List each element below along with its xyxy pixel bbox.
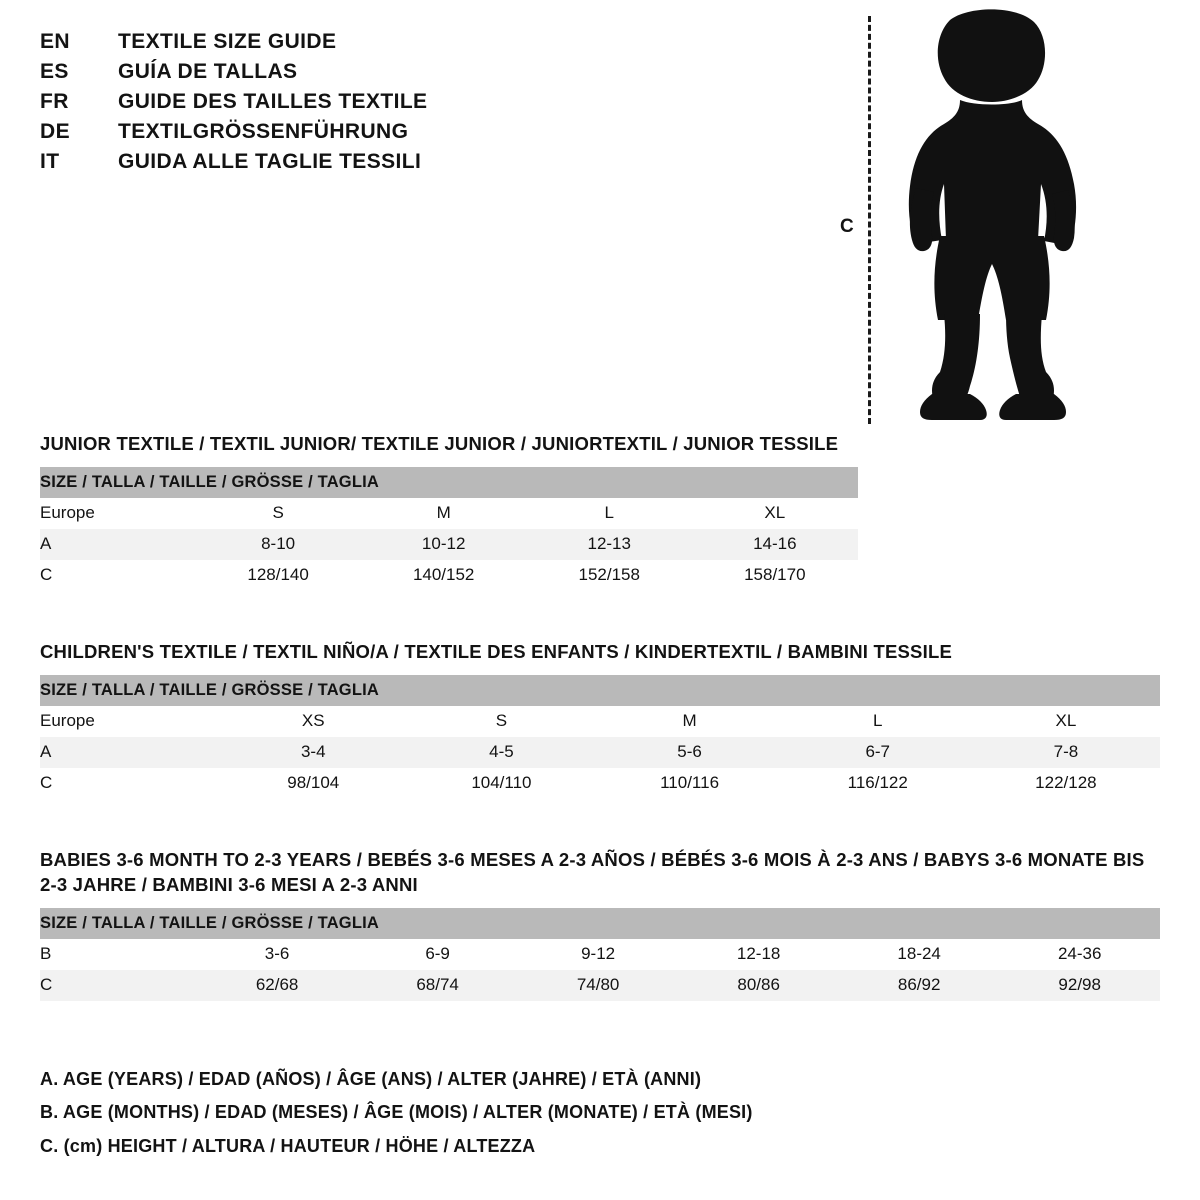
table-cell: 152/158	[526, 560, 692, 591]
table-cell: 3-6	[197, 939, 358, 970]
table-cell: 140/152	[361, 560, 527, 591]
table-babies	[40, 908, 1160, 1001]
table-band-header	[40, 908, 1160, 939]
language-code: EN	[40, 30, 70, 53]
table-cell: XS	[219, 706, 407, 737]
table-row	[40, 560, 858, 591]
legend-block	[40, 1063, 1160, 1163]
row-label: B	[40, 939, 197, 970]
table-cell: 98/104	[219, 768, 407, 799]
table-cell: 80/86	[678, 970, 839, 1001]
language-row	[40, 120, 660, 150]
language-row	[40, 90, 660, 120]
language-row	[40, 60, 660, 90]
table-band-header	[40, 675, 1160, 706]
table-row	[40, 970, 1160, 1001]
language-code: ES	[40, 60, 69, 83]
table-cell: 10-12	[361, 529, 527, 560]
section-junior	[40, 432, 1160, 591]
table-cell: L	[526, 498, 692, 529]
table-cell: M	[596, 706, 784, 737]
table-cell: XL	[972, 706, 1160, 737]
table-cell: 6-7	[784, 737, 972, 768]
row-label: C	[40, 970, 197, 1001]
table-band-header	[40, 467, 858, 498]
table-cell: 68/74	[357, 970, 518, 1001]
legend-line-c: C. (cm) HEIGHT / ALTURA / HAUTEUR / HÖHE / ALTEZZA	[40, 1135, 536, 1156]
table-cell: 9-12	[518, 939, 679, 970]
table-row	[40, 498, 858, 529]
toddler-silhouette-icon	[888, 8, 1098, 423]
table-cell: 86/92	[839, 970, 1000, 1001]
table-cell: 128/140	[195, 560, 361, 591]
table-cell: M	[361, 498, 527, 529]
section-children	[40, 640, 1160, 799]
band-label: SIZE / TALLA / TAILLE / GRÖSSE / TAGLIA	[40, 908, 1160, 939]
language-title: TEXTILE SIZE GUIDE	[118, 30, 337, 53]
table-cell: 116/122	[784, 768, 972, 799]
band-label: SIZE / TALLA / TAILLE / GRÖSSE / TAGLIA	[40, 675, 1160, 706]
table-cell: 122/128	[972, 768, 1160, 799]
measure-dashed-line	[868, 16, 871, 424]
language-code: IT	[40, 150, 60, 173]
table-cell: 74/80	[518, 970, 679, 1001]
language-row	[40, 30, 660, 60]
section-title-children: CHILDREN'S TEXTILE / TEXTIL NIÑO/A / TEXTILE DES ENFANTS / KINDERTEXTIL / BAMBINI TESSILE	[40, 641, 952, 662]
row-label: A	[40, 737, 219, 768]
legend-line-b: B. AGE (MONTHS) / EDAD (MESES) / ÂGE (MOIS) / ALTER (MONATE) / ETÀ (MESI)	[40, 1102, 753, 1123]
table-children	[40, 675, 1160, 799]
table-cell: 7-8	[972, 737, 1160, 768]
language-title: GUIDA ALLE TAGLIE TESSILI	[118, 150, 422, 173]
language-title: GUIDE DES TAILLES TEXTILE	[118, 90, 428, 113]
table-cell: 12-18	[678, 939, 839, 970]
row-label: Europe	[40, 706, 219, 737]
table-cell: 24-36	[999, 939, 1160, 970]
table-cell: 6-9	[357, 939, 518, 970]
table-cell: L	[784, 706, 972, 737]
table-row	[40, 737, 1160, 768]
table-cell: 3-4	[219, 737, 407, 768]
table-row	[40, 529, 858, 560]
language-code: FR	[40, 90, 69, 113]
table-cell: 110/116	[596, 768, 784, 799]
measure-label-c: C	[840, 216, 854, 237]
section-babies	[40, 848, 1160, 1001]
table-cell: S	[407, 706, 595, 737]
table-cell: 92/98	[999, 970, 1160, 1001]
language-title: GUÍA DE TALLAS	[118, 60, 298, 83]
table-cell: 5-6	[596, 737, 784, 768]
row-label: C	[40, 560, 195, 591]
language-row	[40, 150, 660, 180]
section-title-babies: BABIES 3-6 MONTH TO 2-3 YEARS / BEBÉS 3-6 MESES A 2-3 AÑOS / BÉBÉS 3-6 MOIS À 2-3 ANS / BABYS 3-6 MONATE BIS 2-3 JAHRE / BAMBINI 3-6 MESI A 2-3 ANNI	[40, 849, 1145, 895]
table-cell: XL	[692, 498, 858, 529]
table-cell: 12-13	[526, 529, 692, 560]
band-label: SIZE / TALLA / TAILLE / GRÖSSE / TAGLIA	[40, 467, 858, 498]
row-label: Europe	[40, 498, 195, 529]
row-label: A	[40, 529, 195, 560]
table-cell: 14-16	[692, 529, 858, 560]
table-row	[40, 939, 1160, 970]
table-junior	[40, 467, 858, 591]
height-measure-figure	[840, 8, 1160, 428]
table-cell: 62/68	[197, 970, 358, 1001]
table-cell: S	[195, 498, 361, 529]
table-cell: 18-24	[839, 939, 1000, 970]
legend-line-a: A. AGE (YEARS) / EDAD (AÑOS) / ÂGE (ANS) / ALTER (JAHRE) / ETÀ (ANNI)	[40, 1069, 702, 1089]
section-title-junior: JUNIOR TEXTILE / TEXTIL JUNIOR/ TEXTILE JUNIOR / JUNIORTEXTIL / JUNIOR TESSILE	[40, 433, 839, 454]
language-title: TEXTILGRÖSSENFÜHRUNG	[118, 120, 409, 143]
table-cell: 4-5	[407, 737, 595, 768]
table-row	[40, 706, 1160, 737]
row-label: C	[40, 768, 219, 799]
table-cell: 8-10	[195, 529, 361, 560]
language-title-list	[40, 30, 660, 180]
table-row	[40, 768, 1160, 799]
table-cell: 104/110	[407, 768, 595, 799]
table-cell: 158/170	[692, 560, 858, 591]
language-code: DE	[40, 120, 70, 143]
